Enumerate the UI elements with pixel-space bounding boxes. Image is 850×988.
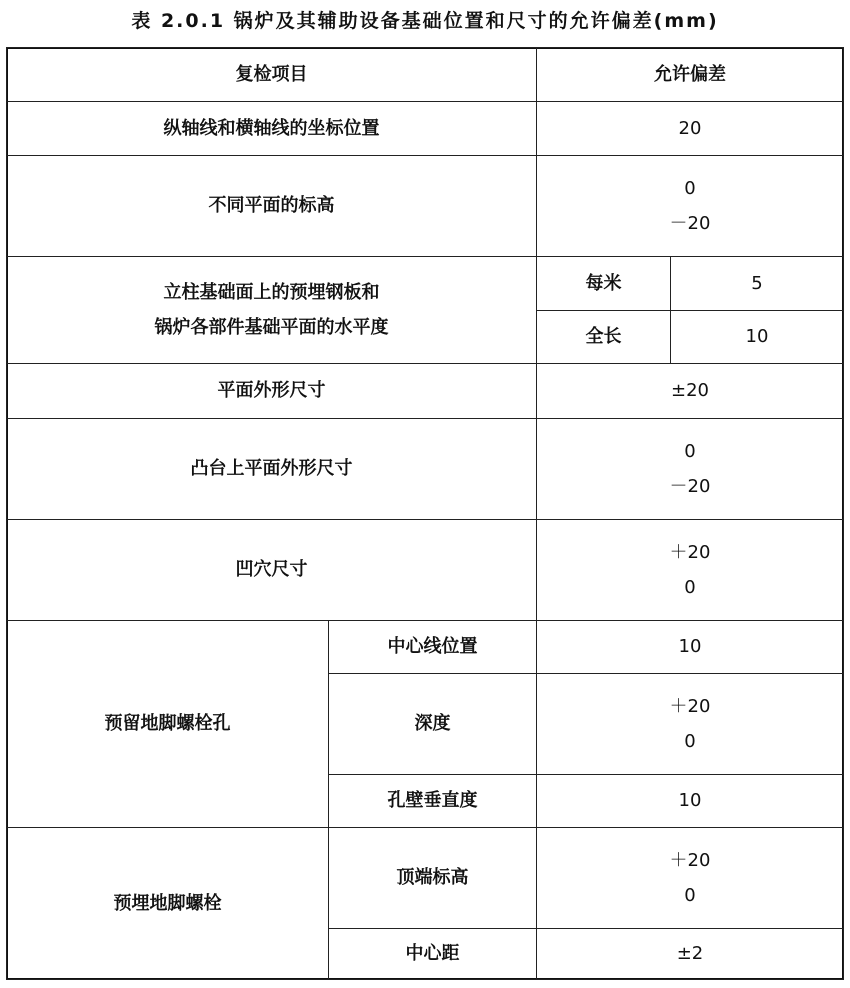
- levelness-item-cell: [6, 256, 537, 364]
- full-length-label: 全长: [585, 326, 622, 348]
- full-length-label-cell: [536, 310, 671, 364]
- center-line-value-cell: [536, 620, 844, 674]
- axis-position-label: 纵轴线和横轴线的坐标位置: [163, 117, 380, 139]
- plane-elevation-value-upper: 0: [684, 177, 696, 199]
- depth-value-lower: 0: [684, 731, 696, 752]
- per-meter-value: 5: [751, 272, 763, 294]
- per-meter-value-cell: [670, 256, 844, 311]
- axis-position-value-cell: [536, 101, 844, 156]
- plane-dimensions-value: ±20: [671, 380, 709, 402]
- boss-dimensions-item-cell: [6, 418, 537, 520]
- plane-elevation-item-cell: [6, 155, 537, 257]
- axis-position-item-cell: [6, 101, 537, 156]
- full-length-value: 10: [745, 326, 769, 348]
- center-distance-value-cell: [536, 928, 844, 980]
- verticality-value-cell: [536, 774, 844, 828]
- boss-dimensions-value-cell: [536, 418, 844, 520]
- top-elevation-label: 顶端标高: [396, 867, 469, 889]
- verticality-label-cell: [328, 774, 537, 828]
- center-line-label: 中心线位置: [387, 636, 478, 658]
- verticality-label: 孔壁垂直度: [387, 790, 478, 812]
- plane-elevation-label: 不同平面的标高: [208, 195, 335, 217]
- top-elevation-value-upper: ＋20: [669, 849, 711, 871]
- per-meter-label: 每米: [585, 272, 622, 294]
- axis-position-value: 20: [678, 117, 702, 139]
- depth-label-cell: [328, 673, 537, 775]
- embedded-bolts-item-cell: [6, 827, 329, 980]
- top-elevation-value-lower: 0: [684, 885, 696, 906]
- per-meter-label-cell: [536, 256, 671, 311]
- recess-dimensions-label: 凹穴尺寸: [235, 559, 308, 581]
- plane-elevation-value-cell: [536, 155, 844, 257]
- levelness-label-line1: 立柱基础面上的预埋钢板和: [163, 281, 380, 303]
- header-deviation-cell: [536, 47, 844, 102]
- levelness-label-line2: 锅炉各部件基础平面的水平度: [154, 317, 389, 338]
- bolt-holes-item-cell: [6, 620, 329, 828]
- embedded-bolts-label: 预埋地脚螺栓: [113, 892, 222, 914]
- depth-value-cell: [536, 673, 844, 775]
- recess-dimensions-item-cell: [6, 519, 537, 621]
- recess-dimensions-value-lower: 0: [684, 577, 696, 598]
- boss-dimensions-label: 凸台上平面外形尺寸: [190, 458, 353, 480]
- header-deviation-label: 允许偏差: [654, 63, 726, 85]
- header-item-cell: [6, 47, 537, 102]
- header-item-label: 复检项目: [235, 63, 308, 85]
- center-line-label-cell: [328, 620, 537, 674]
- center-line-value: 10: [678, 636, 702, 658]
- full-length-value-cell: [670, 310, 844, 364]
- center-distance-value: ±2: [676, 943, 704, 965]
- recess-dimensions-value-upper: ＋20: [669, 541, 711, 563]
- center-distance-label-cell: [328, 928, 537, 980]
- recess-dimensions-value-cell: [536, 519, 844, 621]
- top-elevation-label-cell: [328, 827, 537, 929]
- plane-elevation-value-lower: －20: [669, 213, 711, 234]
- plane-dimensions-label: 平面外形尺寸: [217, 380, 326, 402]
- center-distance-label: 中心距: [405, 943, 460, 965]
- table-title: 表 2.0.1 锅炉及其辅助设备基础位置和尺寸的允许偏差(mm): [131, 10, 719, 32]
- depth-value-upper: ＋20: [669, 695, 711, 717]
- top-elevation-value-cell: [536, 827, 844, 929]
- verticality-value: 10: [678, 790, 702, 812]
- bolt-holes-label: 预留地脚螺栓孔: [104, 713, 231, 735]
- plane-dimensions-item-cell: [6, 363, 537, 419]
- boss-dimensions-value-lower: －20: [669, 476, 711, 497]
- plane-dimensions-value-cell: [536, 363, 844, 419]
- boss-dimensions-value-upper: 0: [684, 440, 696, 462]
- depth-label: 深度: [414, 713, 451, 735]
